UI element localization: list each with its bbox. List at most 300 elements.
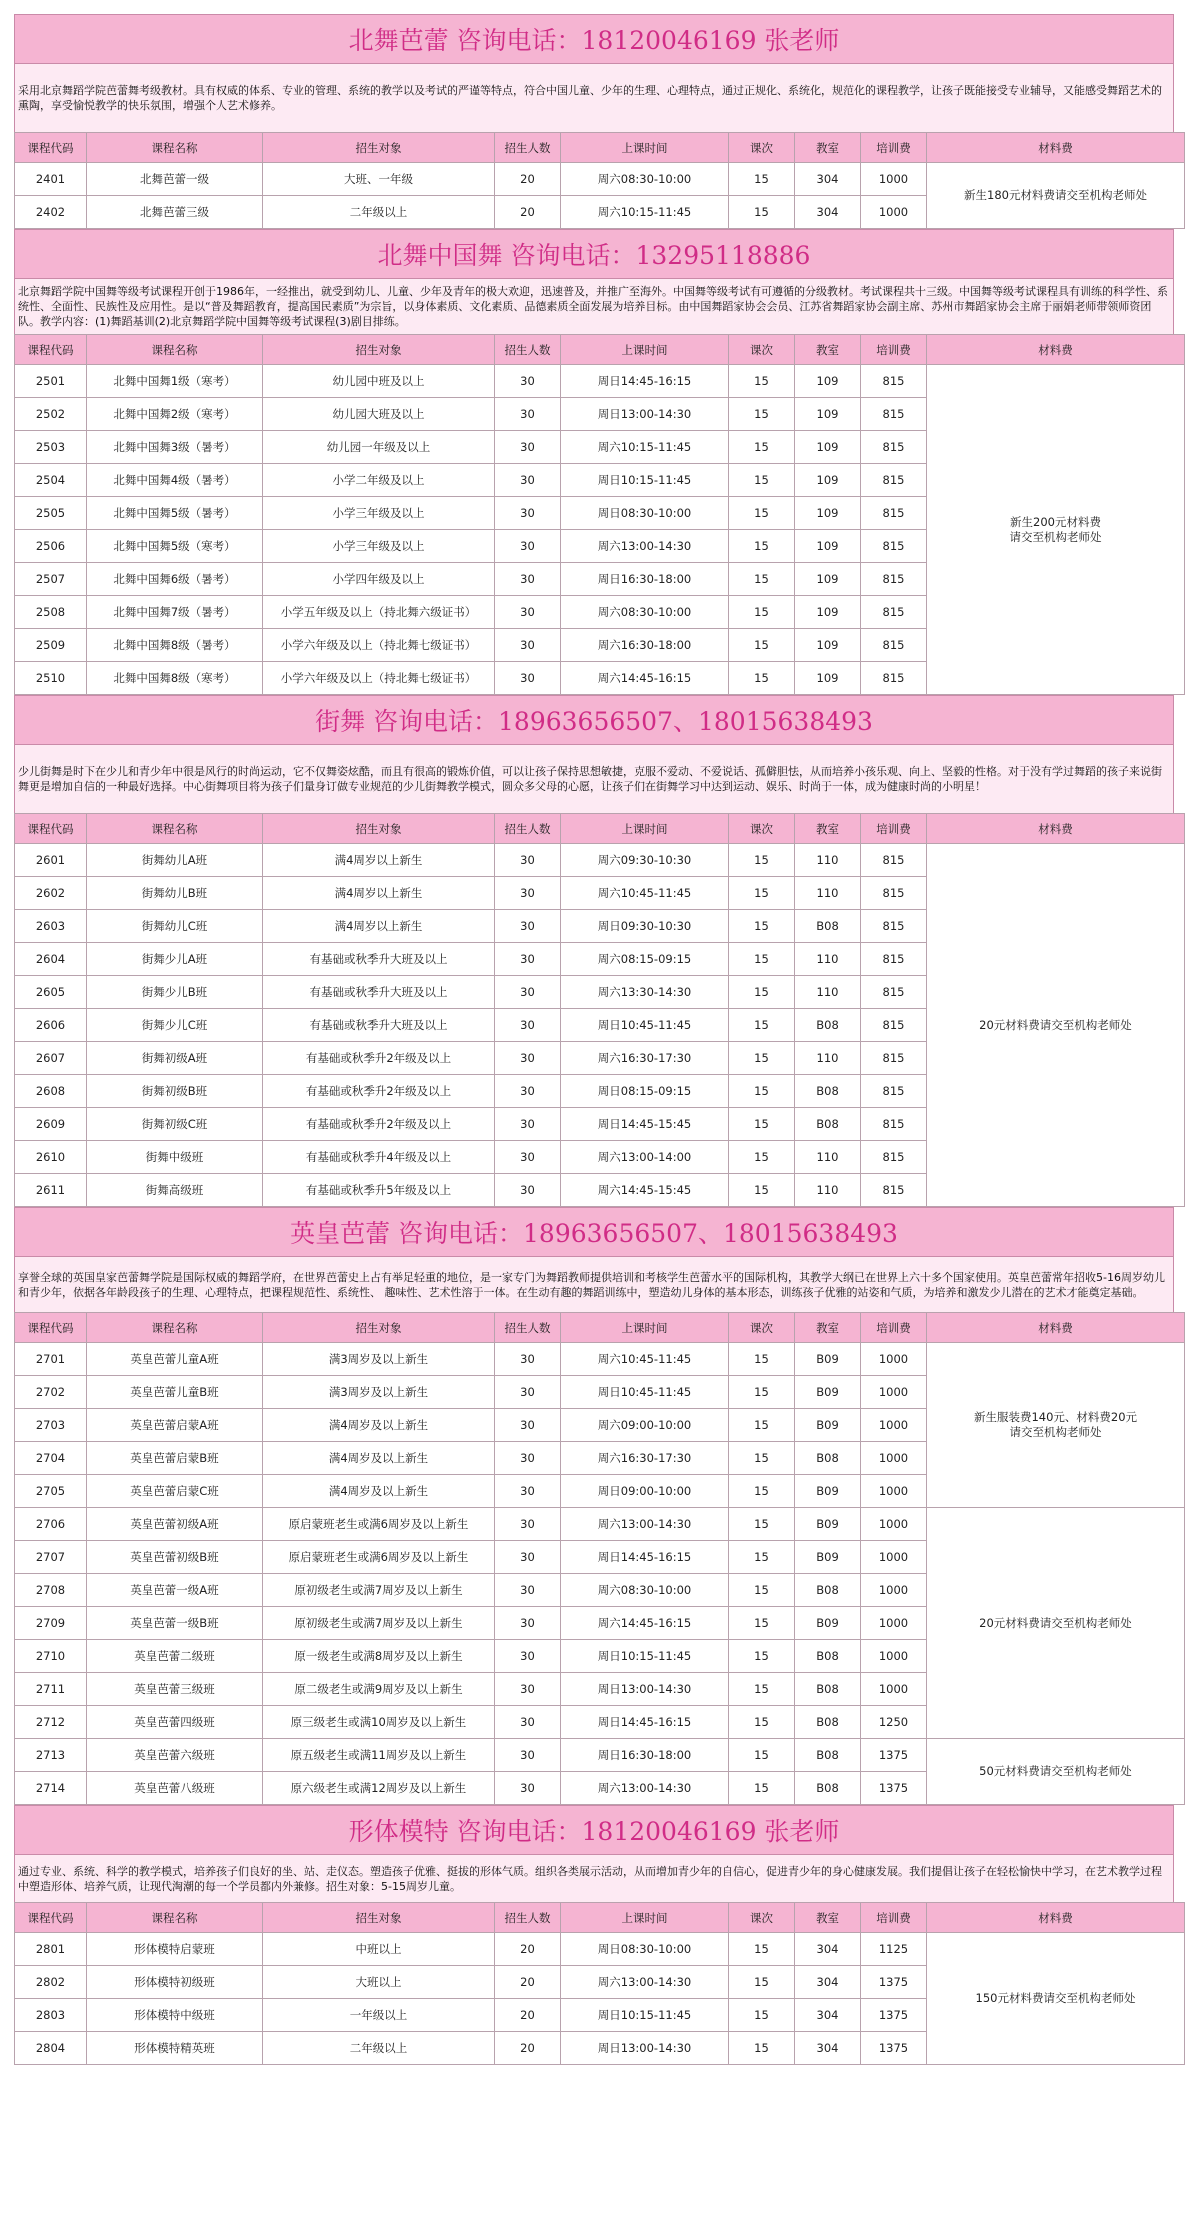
- cell-tuition: 1000: [861, 196, 927, 229]
- cell-tuition: 1000: [861, 1409, 927, 1442]
- section-description-text: 享誉全球的英国皇家芭蕾舞学院是国际权威的舞蹈学府，在世界芭蕾史上占有举足轻重的地位，是一家专门为舞蹈教师提供培训和考核学生芭蕾水平的国际机构，其教学大纲已在世界上六十多个国家使用。英皇芭蕾常年招收5-16周岁幼儿和青少年，依据各年龄段孩子的生理、心理特点，把课程规范性、系统性、 趣味性、艺术性溶于一体。在生动有趣的舞蹈训练中，塑造幼儿身体的基本形态，训练孩子优雅的站姿和气质，为培养和激发少儿潜在的艺术才能奠定基础。: [18, 1270, 1165, 1299]
- cell-tuition: 815: [861, 365, 927, 398]
- cell-materials-fee: 20元材料费请交至机构老师处: [927, 1508, 1185, 1739]
- cell-tuition: 1000: [861, 1541, 927, 1574]
- cell-target-students: 大班、一年级: [263, 163, 495, 196]
- cell-materials-fee: 新生180元材料费请交至机构老师处: [927, 163, 1185, 229]
- cell-sessions: 15: [729, 1009, 795, 1042]
- cell-classroom: B08: [795, 1075, 861, 1108]
- section-description: [14, 279, 1174, 334]
- cell-sessions: 15: [729, 1933, 795, 1966]
- cell-enrollment: 30: [495, 910, 561, 943]
- cell-sessions: 15: [729, 1174, 795, 1207]
- cell-classroom: 304: [795, 1933, 861, 1966]
- column-header-course-code: 课程代码: [15, 1903, 87, 1933]
- cell-target-students: 小学六年级及以上（持北舞七级证书）: [263, 662, 495, 695]
- cell-tuition: 815: [861, 629, 927, 662]
- cell-class-time: 周日14:45-15:45: [561, 1108, 729, 1141]
- cell-course-code: 2506: [15, 530, 87, 563]
- cell-enrollment: 20: [495, 196, 561, 229]
- cell-enrollment: 30: [495, 1706, 561, 1739]
- section-title: 街舞 咨询电话：18963656507、18015638493: [14, 695, 1174, 745]
- column-header-course-code: 课程代码: [15, 335, 87, 365]
- cell-course-code: 2611: [15, 1174, 87, 1207]
- cell-class-time: 周六10:15-11:45: [561, 196, 729, 229]
- cell-classroom: 109: [795, 497, 861, 530]
- column-header-enrollment: 招生人数: [495, 1313, 561, 1343]
- cell-sessions: 15: [729, 365, 795, 398]
- cell-sessions: 15: [729, 2032, 795, 2065]
- cell-enrollment: 30: [495, 1343, 561, 1376]
- cell-sessions: 15: [729, 877, 795, 910]
- cell-course-name: 北舞中国舞2级（寒考）: [87, 398, 263, 431]
- course-section: [14, 1207, 1174, 1805]
- cell-sessions: 15: [729, 563, 795, 596]
- cell-tuition: 815: [861, 1108, 927, 1141]
- cell-classroom: B08: [795, 1673, 861, 1706]
- cell-classroom: B09: [795, 1409, 861, 1442]
- cell-classroom: B08: [795, 1108, 861, 1141]
- column-header-class-time: 上课时间: [561, 133, 729, 163]
- course-table: [14, 132, 1185, 229]
- cell-class-time: 周六09:30-10:30: [561, 844, 729, 877]
- cell-tuition: 815: [861, 431, 927, 464]
- cell-enrollment: 30: [495, 1772, 561, 1805]
- cell-sessions: 15: [729, 1475, 795, 1508]
- column-header-enrollment: 招生人数: [495, 335, 561, 365]
- cell-course-name: 街舞幼儿B班: [87, 877, 263, 910]
- cell-course-code: 2509: [15, 629, 87, 662]
- cell-target-students: 有基础或秋季升4年级及以上: [263, 1141, 495, 1174]
- section-description-text: 少儿街舞是时下在少儿和青少年中很是风行的时尚运动，它不仅舞姿炫酷，而且有很高的锻炼价值，可以让孩子保持思想敏捷，克服不爱动、不爱说话、孤僻胆怯，从而培养小孩乐观、向上、坚毅的性格。对于没有学过舞蹈的孩子来说街舞更是增加自信的一种最好选择。中心街舞项目将为孩子们量身订做专业规范的少儿街舞教学模式，圆众多父母的心愿，让孩子们在街舞学习中达到运动、娱乐、时尚于一体，成为健康时尚的小明星！: [18, 765, 1162, 793]
- cell-enrollment: 30: [495, 398, 561, 431]
- column-header-target-students: 招生对象: [263, 335, 495, 365]
- cell-sessions: 15: [729, 976, 795, 1009]
- cell-course-code: 2707: [15, 1541, 87, 1574]
- table-header-row: [15, 335, 1185, 365]
- cell-course-name: 街舞幼儿A班: [87, 844, 263, 877]
- column-header-course-code: 课程代码: [15, 814, 87, 844]
- section-description-text: 北京舞蹈学院中国舞等级考试课程开创于1986年，一经推出，就受到幼儿、儿童、少年及青年的极大欢迎，迅速普及，并推广至海外。中国舞等级考试有可遵循的分级教材。考试课程共十三级。中国舞等级考试课程具有训练的科学性、系统性、全面性、民族性及应用性。是以“普及舞蹈教育，提高国民素质”为宗旨，以身体素质、文化素质、品德素质全面发展为培养目标。由中国舞蹈家协会会员、江苏省舞蹈家协会副主席、苏州市舞蹈家协会主席于丽娟老师带领师资团队。教学内容：(1)舞蹈基训(2)北京舞蹈学院中国舞等级考试课程(3)剧目排练。: [18, 285, 1168, 328]
- course-section: [14, 695, 1174, 1207]
- column-header-classroom: 教室: [795, 814, 861, 844]
- cell-course-code: 2804: [15, 2032, 87, 2065]
- cell-enrollment: 30: [495, 497, 561, 530]
- cell-class-time: 周日10:45-11:45: [561, 1009, 729, 1042]
- cell-enrollment: 30: [495, 877, 561, 910]
- column-header-materials-fee: 材料费: [927, 133, 1185, 163]
- cell-classroom: B08: [795, 1772, 861, 1805]
- cell-class-time: 周日10:15-11:45: [561, 1640, 729, 1673]
- cell-classroom: 109: [795, 431, 861, 464]
- cell-sessions: 15: [729, 1141, 795, 1174]
- course-table: [14, 1312, 1185, 1805]
- cell-class-time: 周日09:00-10:00: [561, 1475, 729, 1508]
- cell-tuition: 1375: [861, 1772, 927, 1805]
- cell-classroom: B08: [795, 1574, 861, 1607]
- cell-enrollment: 30: [495, 1640, 561, 1673]
- cell-target-students: 小学二年级及以上: [263, 464, 495, 497]
- cell-materials-fee: 新生200元材料费 请交至机构老师处: [927, 365, 1185, 695]
- cell-tuition: 1375: [861, 1739, 927, 1772]
- cell-target-students: 二年级以上: [263, 2032, 495, 2065]
- column-header-enrollment: 招生人数: [495, 133, 561, 163]
- cell-course-code: 2402: [15, 196, 87, 229]
- column-header-tuition: 培训费: [861, 814, 927, 844]
- cell-classroom: B08: [795, 1009, 861, 1042]
- cell-course-name: 北舞中国舞8级（暑考）: [87, 629, 263, 662]
- cell-sessions: 15: [729, 1508, 795, 1541]
- cell-tuition: 815: [861, 943, 927, 976]
- cell-class-time: 周六13:00-14:30: [561, 530, 729, 563]
- cell-sessions: 15: [729, 1999, 795, 2032]
- course-table: [14, 1902, 1185, 2065]
- cell-target-students: 满4周岁以上新生: [263, 910, 495, 943]
- cell-target-students: 原三级老生或满10周岁及以上新生: [263, 1706, 495, 1739]
- column-header-course-name: 课程名称: [87, 133, 263, 163]
- cell-sessions: 15: [729, 844, 795, 877]
- cell-course-code: 2606: [15, 1009, 87, 1042]
- column-header-target-students: 招生对象: [263, 1313, 495, 1343]
- cell-target-students: 有基础或秋季升2年级及以上: [263, 1042, 495, 1075]
- cell-classroom: 109: [795, 365, 861, 398]
- cell-class-time: 周日09:30-10:30: [561, 910, 729, 943]
- column-header-class-time: 上课时间: [561, 814, 729, 844]
- cell-course-name: 北舞中国舞6级（暑考）: [87, 563, 263, 596]
- cell-enrollment: 30: [495, 365, 561, 398]
- cell-course-code: 2802: [15, 1966, 87, 1999]
- cell-class-time: 周六10:45-11:45: [561, 877, 729, 910]
- cell-target-students: 二年级以上: [263, 196, 495, 229]
- cell-course-name: 英皇芭蕾四级班: [87, 1706, 263, 1739]
- cell-classroom: 109: [795, 629, 861, 662]
- cell-course-name: 北舞中国舞3级（暑考）: [87, 431, 263, 464]
- cell-class-time: 周六14:45-16:15: [561, 1607, 729, 1640]
- cell-enrollment: 30: [495, 1009, 561, 1042]
- cell-course-code: 2604: [15, 943, 87, 976]
- cell-course-code: 2608: [15, 1075, 87, 1108]
- column-header-tuition: 培训费: [861, 1313, 927, 1343]
- cell-target-students: 有基础或秋季升2年级及以上: [263, 1108, 495, 1141]
- cell-course-name: 英皇芭蕾三级班: [87, 1673, 263, 1706]
- table-header-row: [15, 133, 1185, 163]
- cell-sessions: 15: [729, 398, 795, 431]
- cell-course-code: 2712: [15, 1706, 87, 1739]
- cell-tuition: 815: [861, 844, 927, 877]
- cell-classroom: 110: [795, 1141, 861, 1174]
- cell-course-name: 街舞少儿B班: [87, 976, 263, 1009]
- section-title: 形体模特 咨询电话：18120046169 张老师: [14, 1805, 1174, 1855]
- cell-course-name: 英皇芭蕾儿童B班: [87, 1376, 263, 1409]
- cell-sessions: 15: [729, 1075, 795, 1108]
- table-row: [15, 844, 1185, 877]
- cell-course-code: 2710: [15, 1640, 87, 1673]
- cell-enrollment: 30: [495, 1442, 561, 1475]
- cell-tuition: 1375: [861, 2032, 927, 2065]
- cell-target-students: 有基础或秋季升大班及以上: [263, 943, 495, 976]
- cell-tuition: 1000: [861, 1475, 927, 1508]
- cell-target-students: 原一级老生或满8周岁及以上新生: [263, 1640, 495, 1673]
- cell-class-time: 周六13:00-14:30: [561, 1508, 729, 1541]
- cell-classroom: 110: [795, 943, 861, 976]
- cell-sessions: 15: [729, 163, 795, 196]
- cell-course-name: 英皇芭蕾二级班: [87, 1640, 263, 1673]
- column-header-materials-fee: 材料费: [927, 814, 1185, 844]
- column-header-course-code: 课程代码: [15, 1313, 87, 1343]
- cell-target-students: 满4周岁以上新生: [263, 877, 495, 910]
- cell-classroom: B08: [795, 1442, 861, 1475]
- cell-course-code: 2803: [15, 1999, 87, 2032]
- cell-class-time: 周六16:30-17:30: [561, 1442, 729, 1475]
- cell-course-code: 2503: [15, 431, 87, 464]
- cell-sessions: 15: [729, 431, 795, 464]
- cell-enrollment: 30: [495, 596, 561, 629]
- table-row: [15, 1508, 1185, 1541]
- course-section: [14, 229, 1174, 695]
- cell-course-code: 2714: [15, 1772, 87, 1805]
- cell-class-time: 周日16:30-18:00: [561, 1739, 729, 1772]
- table-row: [15, 1933, 1185, 1966]
- cell-sessions: 15: [729, 464, 795, 497]
- cell-sessions: 15: [729, 1706, 795, 1739]
- cell-tuition: 1375: [861, 1966, 927, 1999]
- cell-target-students: 原启蒙班老生或满6周岁及以上新生: [263, 1508, 495, 1541]
- cell-course-name: 北舞中国舞1级（寒考）: [87, 365, 263, 398]
- section-description: [14, 1855, 1174, 1902]
- column-header-sessions: 课次: [729, 814, 795, 844]
- cell-sessions: 15: [729, 530, 795, 563]
- cell-enrollment: 30: [495, 1508, 561, 1541]
- cell-class-time: 周日14:45-16:15: [561, 1541, 729, 1574]
- column-header-course-code: 课程代码: [15, 133, 87, 163]
- cell-sessions: 15: [729, 1042, 795, 1075]
- cell-sessions: 15: [729, 943, 795, 976]
- cell-tuition: 815: [861, 910, 927, 943]
- cell-course-code: 2801: [15, 1933, 87, 1966]
- cell-enrollment: 30: [495, 629, 561, 662]
- column-header-class-time: 上课时间: [561, 1903, 729, 1933]
- cell-classroom: 110: [795, 976, 861, 1009]
- cell-classroom: B09: [795, 1343, 861, 1376]
- cell-classroom: B09: [795, 1541, 861, 1574]
- cell-course-code: 2701: [15, 1343, 87, 1376]
- section-title: 北舞芭蕾 咨询电话：18120046169 张老师: [14, 14, 1174, 64]
- column-header-classroom: 教室: [795, 1313, 861, 1343]
- cell-tuition: 815: [861, 1009, 927, 1042]
- cell-course-name: 街舞初级A班: [87, 1042, 263, 1075]
- cell-tuition: 815: [861, 1075, 927, 1108]
- cell-course-name: 形体模特初级班: [87, 1966, 263, 1999]
- cell-sessions: 15: [729, 1409, 795, 1442]
- table-row: [15, 365, 1185, 398]
- cell-enrollment: 30: [495, 1376, 561, 1409]
- cell-class-time: 周日14:45-16:15: [561, 365, 729, 398]
- cell-course-code: 2508: [15, 596, 87, 629]
- cell-sessions: 15: [729, 1574, 795, 1607]
- cell-sessions: 15: [729, 1607, 795, 1640]
- section-title: 英皇芭蕾 咨询电话：18963656507、18015638493: [14, 1207, 1174, 1257]
- cell-course-name: 北舞中国舞4级（暑考）: [87, 464, 263, 497]
- column-header-class-time: 上课时间: [561, 335, 729, 365]
- cell-class-time: 周日08:15-09:15: [561, 1075, 729, 1108]
- cell-enrollment: 30: [495, 1409, 561, 1442]
- cell-target-students: 满3周岁及以上新生: [263, 1343, 495, 1376]
- cell-materials-fee: 20元材料费请交至机构老师处: [927, 844, 1185, 1207]
- cell-sessions: 15: [729, 1966, 795, 1999]
- cell-target-students: 满4周岁及以上新生: [263, 1442, 495, 1475]
- cell-class-time: 周日08:30-10:00: [561, 1933, 729, 1966]
- cell-course-name: 街舞中级班: [87, 1141, 263, 1174]
- cell-tuition: 1000: [861, 1574, 927, 1607]
- cell-class-time: 周六13:00-14:30: [561, 1772, 729, 1805]
- cell-class-time: 周日10:45-11:45: [561, 1376, 729, 1409]
- cell-course-code: 2605: [15, 976, 87, 1009]
- cell-class-time: 周日10:15-11:45: [561, 464, 729, 497]
- cell-enrollment: 30: [495, 1607, 561, 1640]
- section-description: [14, 64, 1174, 132]
- column-header-course-name: 课程名称: [87, 1313, 263, 1343]
- cell-target-students: 有基础或秋季升5年级及以上: [263, 1174, 495, 1207]
- column-header-target-students: 招生对象: [263, 133, 495, 163]
- cell-enrollment: 30: [495, 1108, 561, 1141]
- cell-course-code: 2505: [15, 497, 87, 530]
- cell-target-students: 中班以上: [263, 1933, 495, 1966]
- cell-target-students: 大班以上: [263, 1966, 495, 1999]
- cell-course-name: 北舞中国舞7级（暑考）: [87, 596, 263, 629]
- cell-course-name: 北舞中国舞5级（暑考）: [87, 497, 263, 530]
- column-header-materials-fee: 材料费: [927, 335, 1185, 365]
- column-header-enrollment: 招生人数: [495, 1903, 561, 1933]
- cell-course-name: 英皇芭蕾启蒙C班: [87, 1475, 263, 1508]
- cell-class-time: 周六09:00-10:00: [561, 1409, 729, 1442]
- cell-target-students: 原六级老生或满12周岁及以上新生: [263, 1772, 495, 1805]
- cell-target-students: 小学四年级及以上: [263, 563, 495, 596]
- cell-class-time: 周六13:00-14:30: [561, 1966, 729, 1999]
- cell-course-code: 2607: [15, 1042, 87, 1075]
- cell-tuition: 815: [861, 1042, 927, 1075]
- cell-sessions: 15: [729, 1108, 795, 1141]
- cell-enrollment: 30: [495, 1174, 561, 1207]
- cell-class-time: 周六08:15-09:15: [561, 943, 729, 976]
- cell-tuition: 1000: [861, 1343, 927, 1376]
- cell-classroom: B08: [795, 1706, 861, 1739]
- cell-target-students: 满3周岁及以上新生: [263, 1376, 495, 1409]
- cell-course-name: 英皇芭蕾一级B班: [87, 1607, 263, 1640]
- cell-class-time: 周六08:30-10:00: [561, 596, 729, 629]
- cell-enrollment: 20: [495, 163, 561, 196]
- cell-tuition: 815: [861, 662, 927, 695]
- cell-tuition: 1000: [861, 1508, 927, 1541]
- cell-course-name: 北舞芭蕾三级: [87, 196, 263, 229]
- cell-enrollment: 30: [495, 1141, 561, 1174]
- cell-tuition: 1000: [861, 1607, 927, 1640]
- cell-course-code: 2713: [15, 1739, 87, 1772]
- cell-course-name: 英皇芭蕾八级班: [87, 1772, 263, 1805]
- cell-class-time: 周日16:30-18:00: [561, 563, 729, 596]
- column-header-materials-fee: 材料费: [927, 1903, 1185, 1933]
- cell-tuition: 1250: [861, 1706, 927, 1739]
- table-header-row: [15, 1313, 1185, 1343]
- cell-enrollment: 30: [495, 1541, 561, 1574]
- cell-tuition: 815: [861, 1174, 927, 1207]
- cell-classroom: B09: [795, 1475, 861, 1508]
- cell-enrollment: 30: [495, 1075, 561, 1108]
- cell-class-time: 周日13:00-14:30: [561, 2032, 729, 2065]
- cell-tuition: 815: [861, 596, 927, 629]
- cell-target-students: 幼儿园一年级及以上: [263, 431, 495, 464]
- cell-classroom: 304: [795, 196, 861, 229]
- cell-target-students: 满4周岁以上新生: [263, 844, 495, 877]
- cell-target-students: 小学三年级及以上: [263, 497, 495, 530]
- cell-course-code: 2510: [15, 662, 87, 695]
- cell-course-name: 北舞芭蕾一级: [87, 163, 263, 196]
- cell-classroom: 109: [795, 662, 861, 695]
- cell-tuition: 815: [861, 497, 927, 530]
- cell-course-name: 街舞少儿C班: [87, 1009, 263, 1042]
- cell-course-code: 2708: [15, 1574, 87, 1607]
- column-header-materials-fee: 材料费: [927, 1313, 1185, 1343]
- cell-materials-fee: 150元材料费请交至机构老师处: [927, 1933, 1185, 2065]
- cell-classroom: B08: [795, 910, 861, 943]
- table-row: [15, 163, 1185, 196]
- cell-course-name: 街舞初级B班: [87, 1075, 263, 1108]
- cell-tuition: 1000: [861, 1376, 927, 1409]
- cell-sessions: 15: [729, 1640, 795, 1673]
- cell-course-code: 2702: [15, 1376, 87, 1409]
- cell-class-time: 周六14:45-16:15: [561, 662, 729, 695]
- cell-enrollment: 30: [495, 431, 561, 464]
- cell-sessions: 15: [729, 1772, 795, 1805]
- cell-target-students: 小学六年级及以上（持北舞七级证书）: [263, 629, 495, 662]
- cell-course-code: 2704: [15, 1442, 87, 1475]
- column-header-course-name: 课程名称: [87, 335, 263, 365]
- cell-class-time: 周六13:00-14:00: [561, 1141, 729, 1174]
- cell-classroom: 110: [795, 844, 861, 877]
- cell-class-time: 周日10:15-11:45: [561, 1999, 729, 2032]
- cell-class-time: 周日14:45-16:15: [561, 1706, 729, 1739]
- cell-sessions: 15: [729, 910, 795, 943]
- cell-enrollment: 30: [495, 943, 561, 976]
- cell-enrollment: 30: [495, 844, 561, 877]
- cell-target-students: 小学三年级及以上: [263, 530, 495, 563]
- cell-course-code: 2501: [15, 365, 87, 398]
- cell-target-students: 有基础或秋季升大班及以上: [263, 1009, 495, 1042]
- cell-target-students: 满4周岁及以上新生: [263, 1409, 495, 1442]
- cell-classroom: 110: [795, 877, 861, 910]
- cell-class-time: 周六16:30-17:30: [561, 1042, 729, 1075]
- course-table: [14, 334, 1185, 695]
- cell-materials-fee: 50元材料费请交至机构老师处: [927, 1739, 1185, 1805]
- cell-course-code: 2610: [15, 1141, 87, 1174]
- cell-course-code: 2601: [15, 844, 87, 877]
- cell-classroom: 304: [795, 163, 861, 196]
- cell-target-students: 原五级老生或满11周岁及以上新生: [263, 1739, 495, 1772]
- column-header-course-name: 课程名称: [87, 1903, 263, 1933]
- cell-course-name: 形体模特启蒙班: [87, 1933, 263, 1966]
- cell-tuition: 1000: [861, 1442, 927, 1475]
- cell-tuition: 1000: [861, 1640, 927, 1673]
- cell-enrollment: 30: [495, 1475, 561, 1508]
- table-header-row: [15, 1903, 1185, 1933]
- cell-course-code: 2507: [15, 563, 87, 596]
- cell-class-time: 周六13:30-14:30: [561, 976, 729, 1009]
- cell-sessions: 15: [729, 629, 795, 662]
- cell-enrollment: 30: [495, 1574, 561, 1607]
- cell-classroom: B09: [795, 1607, 861, 1640]
- cell-sessions: 15: [729, 497, 795, 530]
- cell-classroom: 109: [795, 530, 861, 563]
- cell-enrollment: 30: [495, 1739, 561, 1772]
